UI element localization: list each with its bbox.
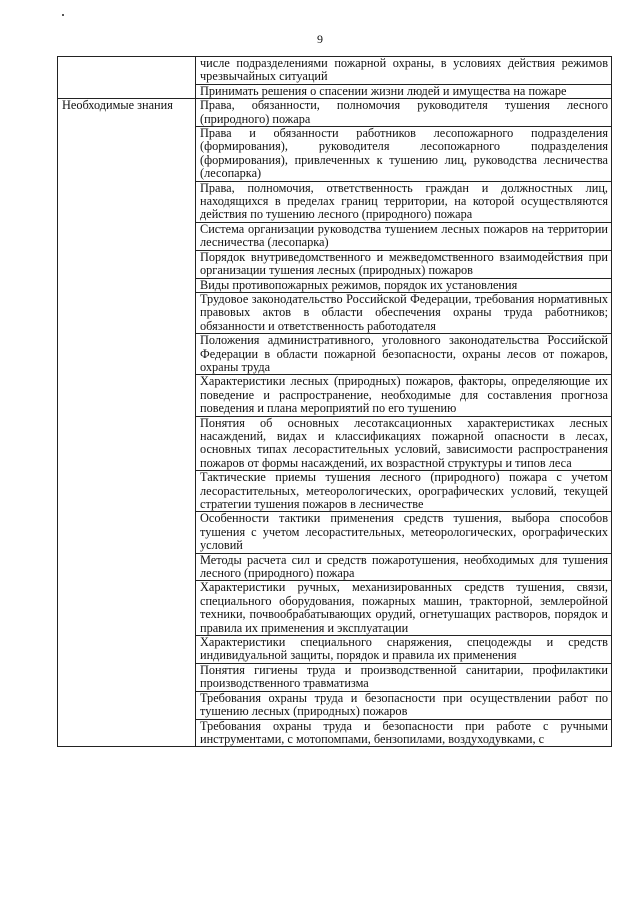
knowledge-item: Трудовое законодательство Российской Федерации, требования нормативных правовых актов в области обеспечения охраны труда работников; обязанности и ответственность работодателя	[196, 292, 612, 333]
empty-label-cell	[58, 57, 196, 99]
page-number: 9	[317, 32, 323, 46]
knowledge-item: Положения административного, уголовного законодательства Российской Федерации в области пожарной безопасности, охраны лесов от пожаров, охраны труда	[196, 334, 612, 375]
knowledge-item: Права и обязанности работников лесопожарного подразделения (формирования), руководителя лесопожарного подразделения (формирования), привлеченных к тушению лиц, руководства лесничества (лесопарка)	[196, 127, 612, 182]
knowledge-item: Права, полномочия, ответственность граждан и должностных лиц, находящихся в пределах границ территории, на которой осуществляются действия по тушению лесного (природного) пожара	[196, 181, 612, 222]
required-knowledge-label: Необходимые знания	[58, 99, 196, 747]
content-cell: числе подразделениями пожарной охраны, в условиях действия режимов чрезвычайных ситуаций	[196, 57, 612, 85]
knowledge-item: Понятия гигиены труда и производственной санитарии, профилактики производственного травматизма	[196, 663, 612, 691]
knowledge-item: Порядок внутриведомственного и межведомственного взаимодействия при организации тушения лесных (природных) пожаров	[196, 250, 612, 278]
knowledge-table	[57, 56, 612, 747]
table-row	[58, 57, 612, 85]
knowledge-item: Особенности тактики применения средств тушения, выбора способов тушения с учетом лесорастительных, метеорологических, орографических условий	[196, 512, 612, 553]
knowledge-item: Характеристики ручных, механизированных средств тушения, связи, специального оборудования, пожарных машин, тракторной, землеройной техники, почвообрабатывающих орудий, огнетушащих растворов, порядок и правила их применения и эксплуатации	[196, 581, 612, 636]
knowledge-item: Виды противопожарных режимов, порядок их установления	[196, 278, 612, 292]
scan-speck	[62, 14, 64, 16]
knowledge-item: Система организации руководства тушением лесных пожаров на территории лесничества (лесопарка)	[196, 222, 612, 250]
knowledge-item: Методы расчета сил и средств пожаротушения, необходимых для тушения лесного (природного) пожара	[196, 553, 612, 581]
knowledge-item: Требования охраны труда и безопасности при осуществлении работ по тушению лесных (природных) пожаров	[196, 691, 612, 719]
knowledge-item: Характеристики лесных (природных) пожаров, факторы, определяющие их поведение и распространение, необходимые для составления прогноза поведения и плана мероприятий по его тушению	[196, 375, 612, 416]
table-row	[58, 99, 612, 127]
knowledge-item: Требования охраны труда и безопасности при работе с ручными инструментами, с мотопомпами, бензопилами, воздуходувками, с	[196, 719, 612, 747]
knowledge-item: Понятия об основных лесотаксационных характеристиках лесных насаждений, видах и классификациях пожарной опасности в лесах, основных типах лесорастительных условий, зависимости распространения пожаров от формы насаждений, их возрастной структуры и типов леса	[196, 416, 612, 471]
knowledge-item: Права, обязанности, полномочия руководителя тушения лесного (природного) пожара	[196, 99, 612, 127]
knowledge-item: Тактические приемы тушения лесного (природного) пожара с учетом лесорастительных, метеорологических, орографических условий, текущей стратегии тушения пожаров в лесничестве	[196, 471, 612, 512]
knowledge-item: Характеристики специального снаряжения, спецодежды и средств индивидуальной защиты, порядок и правила их применения	[196, 636, 612, 664]
content-cell: Принимать решения о спасении жизни людей и имущества на пожаре	[196, 84, 612, 98]
